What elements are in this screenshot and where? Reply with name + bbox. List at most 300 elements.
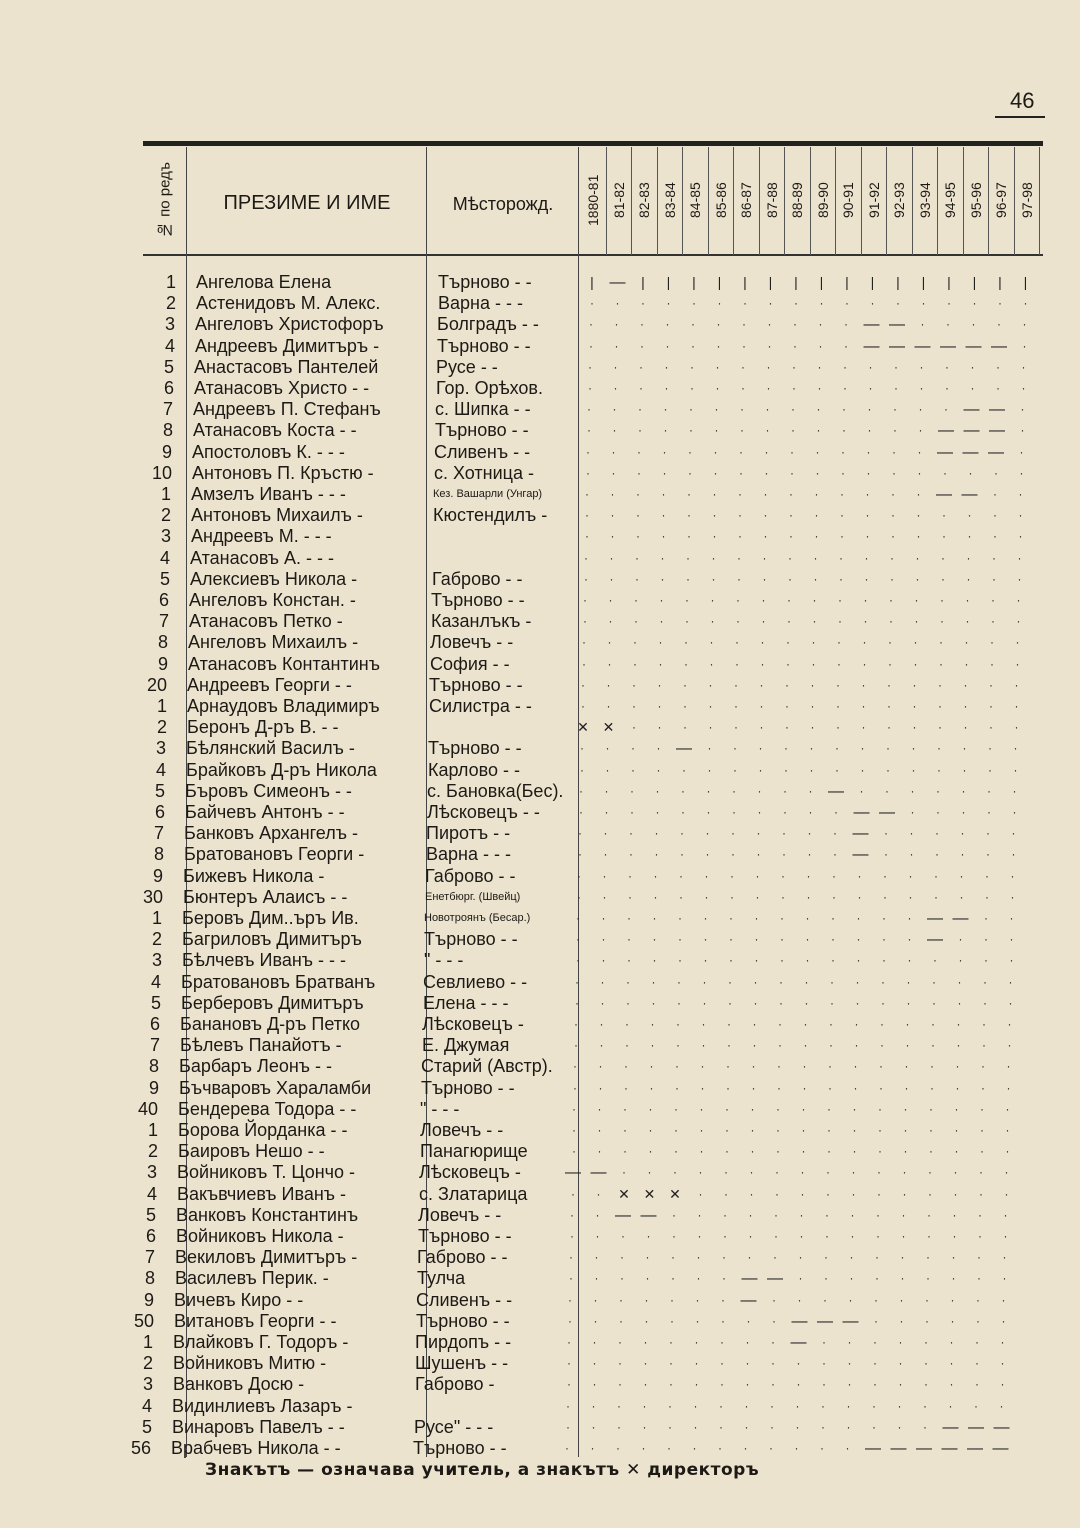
table-row — [0, 314, 1080, 335]
empty-mark: · — [738, 529, 742, 544]
empty-mark: · — [618, 1377, 622, 1392]
empty-mark: · — [780, 911, 784, 925]
empty-mark: · — [598, 1059, 603, 1074]
empty-mark: · — [925, 1292, 929, 1307]
person-name: Арнаудовъ Владимиръ — [187, 696, 380, 716]
empty-mark: · — [824, 1271, 828, 1286]
empty-mark: · — [629, 826, 633, 841]
birthplace: Елена - - - — [423, 992, 509, 1013]
empty-mark: · — [793, 317, 797, 332]
empty-mark: · — [620, 1250, 624, 1265]
table-row — [0, 1120, 1080, 1141]
empty-mark: · — [749, 1186, 754, 1201]
empty-mark: · — [778, 1017, 782, 1031]
empty-mark: · — [960, 826, 965, 841]
empty-mark: · — [822, 1335, 826, 1349]
empty-mark: · — [722, 1250, 726, 1265]
empty-mark: · — [1019, 465, 1024, 480]
empty-mark: · — [687, 508, 691, 523]
empty-mark: · — [843, 381, 847, 395]
empty-mark: · — [636, 487, 640, 501]
empty-mark: · — [942, 508, 946, 523]
empty-mark: · — [822, 1377, 826, 1392]
empty-mark: · — [819, 296, 824, 311]
empty-mark: · — [966, 550, 971, 565]
empty-mark: · — [680, 826, 684, 841]
empty-mark: · — [838, 593, 842, 607]
empty-mark: · — [576, 932, 580, 947]
empty-mark: · — [1012, 805, 1017, 819]
row-number: 2 — [165, 293, 176, 314]
empty-mark: · — [1016, 593, 1021, 607]
empty-mark: · — [627, 911, 631, 925]
empty-mark: · — [891, 487, 895, 501]
person-name: Бѣлянский Василъ - — [186, 738, 355, 759]
row-number: 6 — [154, 802, 165, 822]
teacher-mark: — — [942, 1418, 959, 1436]
empty-mark: · — [831, 932, 835, 947]
empty-mark: · — [976, 1313, 980, 1328]
empty-mark: · — [856, 953, 861, 968]
empty-mark: · — [956, 1038, 961, 1053]
empty-mark: · — [586, 444, 590, 459]
empty-mark: · — [669, 1335, 673, 1349]
empty-mark: · — [1011, 826, 1016, 841]
empty-mark: · — [985, 889, 989, 904]
row-number: 5 — [163, 356, 174, 377]
year-marks — [0, 357, 1080, 378]
empty-mark: · — [885, 783, 889, 798]
empty-mark: · — [921, 296, 926, 311]
empty-mark: · — [952, 1207, 957, 1222]
empty-mark: · — [875, 1250, 879, 1265]
empty-mark: · — [816, 402, 821, 417]
empty-mark: · — [809, 762, 814, 777]
empty-mark: · — [996, 381, 1000, 395]
empty-mark: · — [580, 762, 584, 777]
empty-mark: · — [890, 550, 894, 565]
empty-mark: · — [750, 1123, 755, 1137]
empty-mark: · — [1021, 381, 1026, 395]
teacher-mark: — — [952, 910, 969, 927]
empty-mark: · — [866, 444, 871, 459]
empty-mark: · — [1020, 402, 1025, 417]
empty-mark: · — [884, 847, 888, 862]
empty-mark: · — [1014, 699, 1019, 713]
empty-mark: · — [677, 995, 681, 1010]
year-marks — [0, 654, 1080, 675]
person-name: Брайковъ Д-ръ Никола — [186, 759, 377, 780]
empty-mark: · — [841, 465, 845, 480]
empty-mark: · — [660, 550, 665, 565]
year-marks — [0, 272, 1080, 293]
year-header: 94-95 — [941, 182, 958, 218]
empty-mark: · — [836, 677, 840, 692]
tick-mark: | — [743, 274, 747, 290]
empty-mark: · — [868, 359, 873, 374]
empty-mark: · — [608, 614, 613, 629]
empty-mark: · — [612, 402, 617, 417]
table-row — [0, 1184, 1080, 1205]
row-number: 4 — [155, 759, 166, 780]
person-name: Винаровъ Павелъ - - — [172, 1416, 345, 1437]
empty-mark: · — [733, 741, 737, 756]
empty-mark: · — [894, 381, 898, 395]
person-name: Андреевъ Димитъръ - — [195, 335, 380, 356]
empty-mark: · — [1009, 953, 1014, 968]
empty-mark: · — [630, 805, 634, 819]
person-name: Врабчевъ Никола - - — [171, 1438, 341, 1458]
table-row — [0, 1099, 1080, 1120]
table-row — [0, 378, 1080, 399]
year-marks — [0, 887, 1080, 908]
year-marks — [0, 632, 1080, 653]
row-number: 6 — [149, 1014, 160, 1034]
empty-mark: · — [851, 1186, 856, 1201]
row-number: 5 — [145, 1204, 156, 1225]
empty-mark: · — [606, 699, 611, 713]
empty-mark: · — [617, 1419, 621, 1434]
row-number: 4 — [146, 1183, 157, 1204]
empty-mark: · — [799, 1207, 804, 1222]
empty-mark: · — [589, 338, 593, 353]
person-name: Бѣлевъ Панайотъ - — [180, 1035, 342, 1056]
empty-mark: · — [817, 359, 822, 374]
empty-mark: · — [870, 296, 875, 311]
empty-mark: · — [708, 720, 713, 735]
empty-mark: · — [575, 974, 579, 989]
empty-mark: · — [988, 741, 992, 756]
empty-mark: · — [923, 1419, 927, 1434]
empty-mark: · — [691, 338, 695, 353]
empty-mark: · — [725, 1144, 729, 1159]
empty-mark: · — [770, 1398, 774, 1413]
birthplace: Търново - - — [421, 1077, 515, 1098]
empty-mark: · — [1003, 1229, 1008, 1243]
empty-mark: · — [601, 932, 606, 947]
empty-mark: · — [850, 1229, 855, 1243]
teacher-mark: — — [676, 740, 692, 758]
teacher-mark: — — [965, 337, 982, 355]
table-row — [0, 1035, 1080, 1056]
row-number: 7 — [162, 399, 173, 420]
empty-mark: · — [774, 1229, 778, 1243]
year-marks — [0, 972, 1080, 993]
empty-mark: · — [780, 953, 784, 968]
person-name: Борова Йорданка - - — [178, 1120, 348, 1140]
empty-mark: · — [779, 974, 783, 989]
empty-mark: · — [850, 1207, 855, 1222]
table-row — [0, 399, 1080, 420]
empty-mark: · — [594, 1250, 599, 1265]
empty-mark: · — [837, 656, 841, 671]
empty-mark: · — [672, 1229, 676, 1243]
empty-mark: · — [941, 571, 945, 586]
empty-mark: · — [757, 805, 762, 819]
year-header: 90-91 — [839, 182, 856, 218]
empty-mark: · — [669, 1356, 673, 1371]
person-name: Атанасовъ Коста - - — [193, 420, 357, 441]
table-row — [0, 1311, 1080, 1332]
empty-mark: · — [805, 932, 810, 947]
empty-mark: · — [883, 889, 887, 904]
teacher-mark: — — [914, 337, 931, 355]
empty-mark: · — [697, 1229, 702, 1243]
empty-mark: · — [912, 720, 917, 735]
empty-mark: · — [690, 381, 694, 395]
empty-mark: · — [1015, 635, 1020, 650]
empty-mark: · — [754, 932, 759, 947]
empty-mark: · — [745, 1377, 750, 1392]
empty-mark: · — [610, 529, 615, 544]
empty-mark: · — [794, 1441, 799, 1455]
empty-mark: · — [880, 1038, 884, 1053]
empty-mark: · — [814, 508, 819, 523]
empty-mark: · — [578, 826, 582, 841]
empty-mark: · — [718, 1441, 722, 1455]
empty-mark: · — [721, 1292, 725, 1307]
empty-mark: · — [953, 1186, 958, 1201]
teacher-mark: — — [940, 337, 956, 355]
empty-mark: · — [756, 826, 761, 841]
empty-mark: · — [797, 1292, 802, 1307]
empty-mark: · — [886, 741, 890, 756]
empty-mark: · — [585, 508, 589, 523]
empty-mark: · — [661, 508, 666, 523]
empty-mark: · — [699, 1101, 704, 1116]
table-row — [0, 505, 1080, 526]
empty-mark: · — [773, 1250, 777, 1265]
person-name: Братовановъ Георги - — [184, 844, 365, 865]
empty-mark: · — [695, 1313, 700, 1328]
empty-mark: · — [914, 593, 919, 607]
director-mark: ✕ — [602, 719, 615, 736]
empty-mark: · — [683, 720, 687, 735]
empty-mark: · — [754, 953, 759, 968]
empty-mark: · — [910, 805, 915, 819]
empty-mark: · — [996, 359, 1000, 374]
table-row — [0, 993, 1080, 1014]
empty-mark: · — [728, 974, 732, 989]
empty-mark: · — [838, 614, 842, 629]
empty-mark: · — [661, 487, 666, 501]
birthplace: Търново - - — [413, 1438, 507, 1458]
year-marks — [0, 548, 1080, 569]
empty-mark: · — [878, 1123, 882, 1137]
tick-mark: | — [870, 274, 875, 290]
empty-mark: · — [724, 1165, 728, 1180]
empty-mark: · — [899, 1292, 904, 1307]
empty-mark: · — [854, 1038, 859, 1053]
person-name: Антоновъ П. Кръстю - — [192, 462, 374, 483]
person-name: Астенидовъ М. Алекс. — [196, 293, 381, 314]
empty-mark: · — [910, 783, 915, 798]
empty-mark: · — [930, 1080, 934, 1095]
teacher-mark: — — [609, 274, 626, 291]
person-name: Бюнтеръ Алаисъ - - — [183, 886, 348, 907]
empty-mark: · — [826, 1186, 830, 1201]
director-mark: ✕ — [618, 1185, 630, 1202]
empty-mark: · — [782, 826, 786, 841]
empty-mark: · — [579, 805, 583, 819]
empty-mark: · — [945, 381, 949, 395]
teacher-mark: — — [937, 443, 953, 461]
empty-mark: · — [983, 974, 987, 989]
empty-mark: · — [720, 1356, 724, 1371]
empty-mark: · — [644, 1313, 649, 1328]
row-number: 9 — [152, 865, 163, 886]
table-row — [0, 675, 1080, 696]
empty-mark: · — [716, 338, 721, 353]
empty-mark: · — [701, 1038, 706, 1053]
empty-mark: · — [1014, 677, 1019, 692]
birthplace: Търново - - — [435, 420, 529, 441]
empty-mark: · — [743, 1441, 748, 1455]
empty-mark: · — [588, 381, 592, 395]
year-marks — [0, 993, 1080, 1014]
row-number: 4 — [141, 1395, 152, 1416]
empty-mark: · — [789, 487, 793, 501]
row-number: 7 — [158, 611, 169, 632]
empty-mark: · — [637, 465, 641, 480]
empty-mark: · — [919, 381, 924, 395]
empty-mark: · — [676, 1017, 680, 1031]
empty-mark: · — [953, 1165, 958, 1180]
empty-mark: · — [610, 508, 615, 523]
table-top-rule — [143, 141, 1043, 146]
teacher-mark: — — [863, 316, 880, 334]
empty-mark: · — [967, 508, 972, 523]
empty-mark: · — [739, 444, 743, 459]
empty-mark: · — [772, 1313, 776, 1328]
tick-mark: | — [794, 274, 798, 290]
empty-mark: · — [732, 805, 736, 819]
empty-mark: · — [673, 1165, 677, 1180]
empty-mark: · — [707, 741, 712, 756]
empty-mark: · — [975, 1335, 979, 1349]
empty-mark: · — [589, 317, 593, 332]
year-marks — [0, 505, 1080, 526]
empty-mark: · — [867, 423, 872, 438]
empty-mark: · — [662, 465, 667, 480]
year-marks — [0, 590, 1080, 611]
empty-mark: · — [898, 1335, 903, 1349]
empty-mark: · — [992, 571, 996, 586]
teacher-mark: — — [941, 1440, 958, 1457]
teacher-mark: — — [817, 1312, 833, 1330]
empty-mark: · — [827, 1123, 831, 1137]
table-row — [0, 1014, 1080, 1035]
row-number: 3 — [142, 1374, 153, 1395]
table-row — [0, 1374, 1080, 1395]
empty-mark: · — [764, 444, 769, 459]
year-marks — [0, 1332, 1080, 1353]
empty-mark: · — [592, 1356, 597, 1371]
empty-mark: · — [932, 995, 936, 1010]
table-row — [0, 611, 1080, 632]
empty-mark: · — [761, 614, 766, 629]
empty-mark: · — [882, 911, 886, 925]
empty-mark: · — [683, 677, 687, 692]
empty-mark: · — [657, 699, 662, 713]
year-marks — [0, 908, 1080, 929]
empty-mark: · — [781, 868, 785, 883]
empty-mark: · — [671, 1250, 675, 1265]
empty-mark: · — [920, 317, 925, 332]
empty-mark: · — [1002, 1250, 1007, 1265]
empty-mark: · — [587, 402, 591, 417]
empty-mark: · — [626, 974, 630, 989]
year-marks — [0, 1353, 1080, 1374]
empty-mark: · — [947, 296, 951, 311]
empty-mark: · — [898, 1356, 903, 1371]
empty-mark: · — [656, 762, 661, 777]
table-row — [0, 696, 1080, 717]
row-number: 1 — [142, 1332, 153, 1352]
empty-mark: · — [698, 1165, 703, 1180]
year-marks — [0, 399, 1080, 420]
table-row — [0, 357, 1080, 378]
table-row — [0, 781, 1080, 802]
empty-mark: · — [950, 1292, 955, 1307]
tick-mark: | — [717, 274, 722, 290]
empty-mark: · — [572, 1101, 576, 1116]
empty-mark: · — [839, 571, 843, 586]
year-marks — [0, 1268, 1080, 1289]
empty-mark: · — [1012, 783, 1017, 798]
empty-mark: · — [888, 656, 892, 671]
empty-mark: · — [709, 656, 714, 671]
empty-mark: · — [887, 699, 891, 713]
empty-mark: · — [987, 805, 991, 819]
person-name: Амзелъ Иванъ - - - — [191, 484, 346, 504]
empty-mark: · — [970, 359, 975, 374]
empty-mark: · — [722, 1271, 726, 1286]
empty-mark: · — [1018, 508, 1023, 523]
row-number: 5 — [141, 1416, 152, 1437]
empty-mark: · — [846, 1398, 851, 1413]
empty-mark: · — [1000, 1356, 1005, 1371]
empty-mark: · — [853, 1080, 858, 1095]
empty-mark: · — [860, 762, 865, 777]
empty-mark: · — [1005, 1144, 1010, 1159]
empty-mark: · — [647, 1165, 652, 1180]
empty-mark: · — [845, 1441, 850, 1455]
empty-mark: · — [852, 1101, 857, 1116]
empty-mark: · — [745, 1356, 750, 1371]
empty-mark: · — [847, 1377, 852, 1392]
teacher-mark: — — [962, 443, 979, 461]
empty-mark: · — [918, 402, 923, 417]
empty-mark: · — [1022, 338, 1027, 353]
empty-mark: · — [763, 529, 768, 544]
teacher-mark: — — [916, 1440, 932, 1457]
empty-mark: · — [937, 741, 941, 756]
empty-mark: · — [577, 889, 581, 904]
year-marks — [0, 844, 1080, 865]
empty-mark: · — [648, 1123, 653, 1137]
empty-mark: · — [898, 1377, 903, 1392]
empty-mark: · — [776, 1123, 780, 1137]
empty-mark: · — [812, 614, 817, 629]
empty-mark: · — [847, 1356, 852, 1371]
row-number: 5 — [150, 992, 161, 1013]
empty-mark: · — [698, 1186, 703, 1201]
teacher-mark: — — [992, 1440, 1009, 1457]
empty-mark: · — [625, 1038, 629, 1053]
empty-mark: · — [597, 1101, 602, 1116]
empty-mark: · — [905, 1038, 910, 1053]
